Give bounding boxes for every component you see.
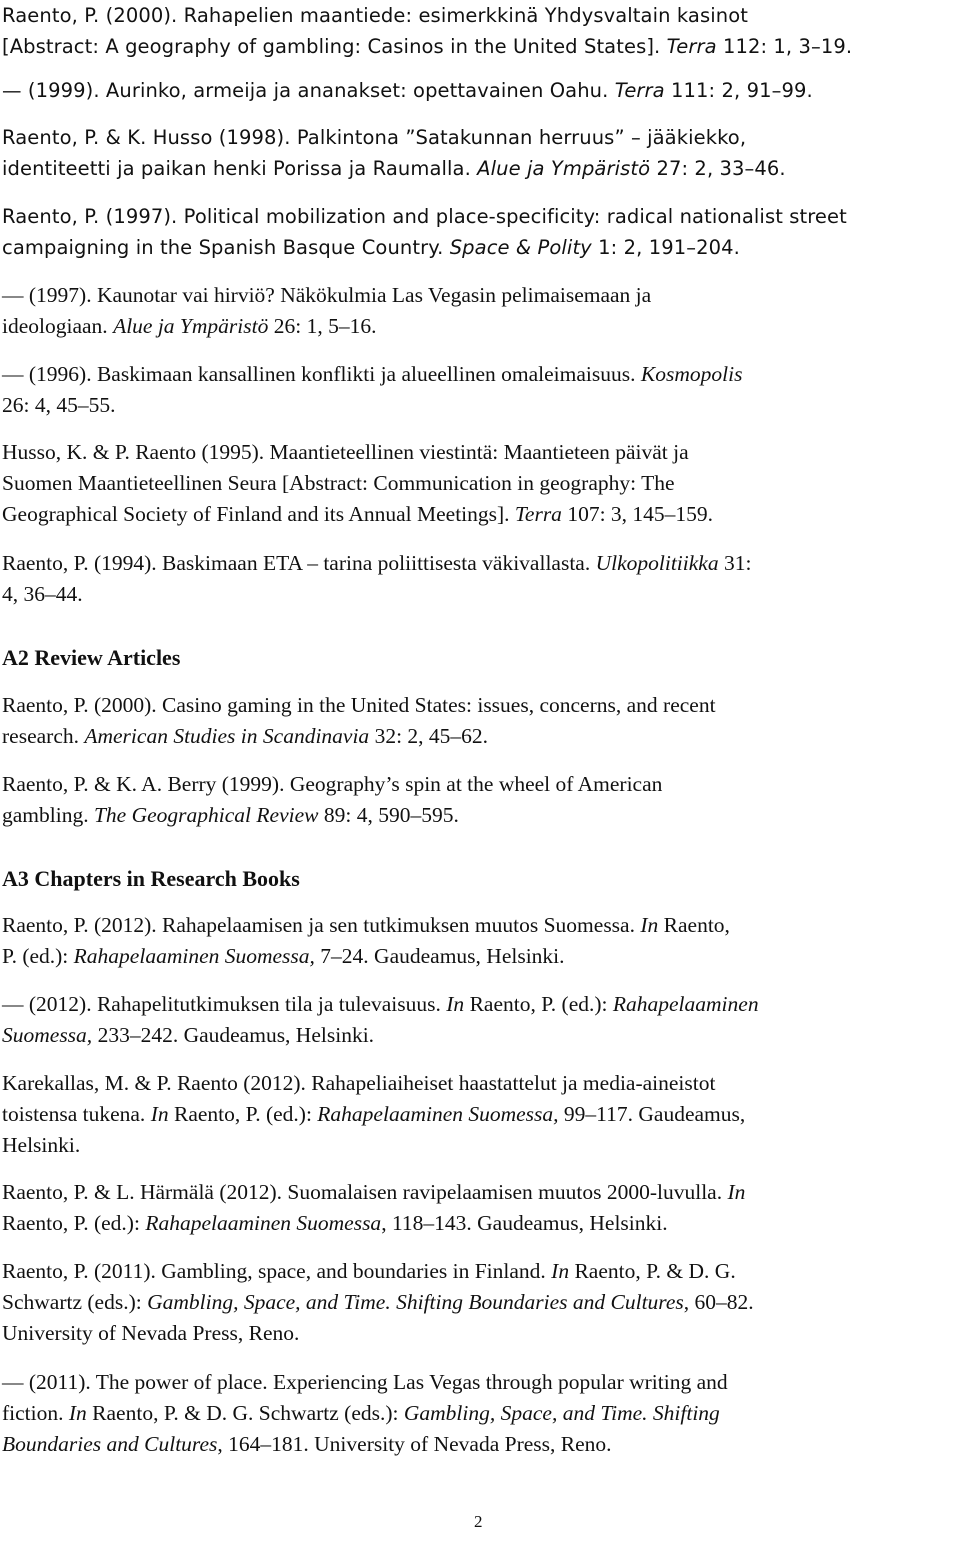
reference-text: 26: 4, 45–55.	[2, 393, 116, 417]
reference-line	[2, 122, 958, 153]
reference-text: — (2012). Rahapelitutkimuksen tila ja tulevaisuus.	[2, 992, 447, 1016]
italic-title: Rahapelaaminen Suomessa,	[317, 1102, 559, 1126]
reference-line	[2, 437, 958, 468]
reference-entry	[2, 437, 958, 530]
reference-text: , 60–82.	[683, 1290, 754, 1314]
reference-line	[2, 1208, 958, 1239]
reference-text: Raento, P. (1994). Baskimaan ETA – tarina poliittisesta väkivallasta.	[2, 551, 596, 575]
reference-text: Helsinki.	[2, 1133, 81, 1157]
reference-line	[2, 989, 958, 1020]
reference-text: 111: 2, 91–99.	[664, 79, 813, 102]
reference-line	[2, 1398, 958, 1429]
reference-text: Schwartz (eds.):	[2, 1290, 148, 1314]
reference-line	[2, 31, 958, 62]
reference-text: Raento, P. & L. Härmälä (2012). Suomalaisen ravipelaamisen muutos 2000-luvulla.	[2, 1180, 728, 1204]
reference-text: , 164–181. University of Nevada Press, Reno.	[217, 1432, 612, 1456]
reference-text: fiction.	[2, 1401, 69, 1425]
italic-title: Gambling, Space, and Time. Shifting Boundaries and Cultures	[147, 1290, 684, 1314]
italic-title: Rahapelaaminen	[612, 992, 759, 1016]
reference-text: campaigning in the Spanish Basque Country.	[2, 236, 450, 259]
reference-text: Raento, P. & K. Husso (1998). Palkintona ”Satakunnan herruus” – jääkiekko,	[2, 126, 747, 149]
reference-text: 89: 4, 590–595.	[318, 803, 459, 827]
reference-text: Raento, P. & K. A. Berry (1999). Geography’s spin at the wheel of American	[2, 772, 663, 796]
reference-text: Raento, P. (ed.):	[464, 992, 613, 1016]
reference-text: 26: 1, 5–16.	[268, 314, 377, 338]
reference-text: Karekallas, M. & P. Raento (2012). Rahapeliaiheiset haastattelut ja media-aineistot	[2, 1071, 716, 1095]
reference-entry	[2, 1068, 958, 1161]
reference-line	[2, 769, 958, 800]
italic-title: Rahapelaaminen Suomessa	[145, 1211, 382, 1235]
reference-text: 27: 2, 33–46.	[650, 157, 786, 180]
reference-text: Raento, P. (ed.):	[168, 1102, 318, 1126]
reference-line	[2, 153, 958, 184]
reference-line	[2, 0, 958, 31]
reference-line	[2, 232, 958, 263]
reference-text: Husso, K. & P. Raento (1995). Maantieteellinen viestintä: Maantieteen päivät ja	[2, 440, 689, 464]
reference-line	[2, 579, 958, 610]
reference-line	[2, 1068, 958, 1099]
reference-text: identiteetti ja paikan henki Porissa ja Raumalla.	[2, 157, 478, 180]
reference-entry	[2, 690, 958, 752]
italic-title: Terra	[514, 502, 562, 526]
italic-title: Suomessa,	[2, 1023, 93, 1047]
reference-line	[2, 1318, 958, 1349]
reference-line	[2, 1429, 958, 1460]
reference-text: research.	[2, 724, 85, 748]
reference-text: Raento, P. (2000). Rahapelien maantiede: esimerkkinä Yhdysvaltain kasinot	[2, 4, 748, 27]
reference-entry	[2, 75, 958, 106]
reference-entry	[2, 548, 958, 610]
reference-line	[2, 280, 958, 311]
reference-line	[2, 800, 958, 831]
reference-text: Raento, P. (2012). Rahapelaamisen ja sen tutkimuksen muutos Suomessa.	[2, 913, 641, 937]
reference-entry	[2, 0, 958, 62]
italic-title: The Geographical Review	[93, 803, 319, 827]
reference-text: 112: 1, 3–19.	[716, 35, 853, 58]
italic-title: In	[551, 1259, 570, 1283]
reference-text: P. (ed.):	[2, 944, 74, 968]
italic-title: Boundaries and Cultures	[2, 1432, 218, 1456]
section-heading-a2: A2 Review Articles	[2, 645, 181, 670]
italic-title: Alue ja Ympäristö	[477, 157, 651, 180]
italic-title: Gambling, Space, and Time. Shifting	[403, 1401, 720, 1425]
reference-text: 233–242. Gaudeamus, Helsinki.	[92, 1023, 375, 1047]
reference-text: Geographical Society of Finland and its Annual Meetings].	[2, 502, 515, 526]
reference-text: Raento, P. & D. G.	[569, 1259, 736, 1283]
reference-text: gambling.	[2, 803, 94, 827]
reference-text: 1: 2, 191–204.	[591, 236, 740, 259]
reference-entry	[2, 769, 958, 831]
reference-entry	[2, 989, 958, 1051]
reference-text: 4, 36–44.	[2, 582, 83, 606]
reference-text: Raento,	[658, 913, 730, 937]
reference-line	[2, 1256, 958, 1287]
italic-title: In	[150, 1102, 169, 1126]
reference-text: 107: 3, 145–159.	[561, 502, 714, 526]
reference-entry	[2, 122, 958, 184]
reference-text: 7–24. Gaudeamus, Helsinki.	[314, 944, 565, 968]
italic-title: Rahapelaaminen Suomessa,	[73, 944, 315, 968]
reference-line	[2, 311, 958, 342]
italic-title: Kosmopolis	[640, 362, 743, 386]
reference-text: — (2011). The power of place. Experiencing Las Vegas through popular writing and	[2, 1370, 728, 1394]
reference-line	[2, 75, 958, 106]
reference-line	[2, 1287, 958, 1318]
reference-text: Raento, P. (2000). Casino gaming in the United States: issues, concerns, and recent	[2, 693, 716, 717]
reference-text: — (1997). Kaunotar vai hirviö? Näkökulmia Las Vegasin pelimaisemaan ja	[2, 283, 652, 307]
italic-title: In	[727, 1180, 746, 1204]
reference-entry	[2, 1177, 958, 1239]
reference-entry	[2, 1256, 958, 1349]
reference-line	[2, 1020, 958, 1051]
reference-text: Raento, P. (1997). Political mobilization and place-specificity: radical nationalist street	[2, 205, 847, 228]
reference-line	[2, 1130, 958, 1161]
reference-text: — (1996). Baskimaan kansallinen konflikti ja alueellinen omaleimaisuus.	[2, 362, 641, 386]
reference-text: , 118–143. Gaudeamus, Helsinki.	[381, 1211, 668, 1235]
reference-entry	[2, 201, 958, 263]
reference-text: toistensa tukena.	[2, 1102, 151, 1126]
reference-line	[2, 359, 958, 390]
reference-text: Raento, P. (2011). Gambling, space, and boundaries in Finland.	[2, 1259, 552, 1283]
reference-text: Raento, P. (ed.):	[2, 1211, 146, 1235]
italic-title: In	[68, 1401, 87, 1425]
reference-entry	[2, 1367, 958, 1460]
italic-title: Space & Polity	[449, 236, 592, 259]
italic-title: Terra	[666, 35, 717, 58]
reference-text: 99–117. Gaudeamus,	[558, 1102, 746, 1126]
page-number: 2	[474, 1512, 483, 1531]
reference-text: University of Nevada Press, Reno.	[2, 1321, 300, 1345]
italic-title: In	[446, 992, 465, 1016]
reference-line	[2, 390, 958, 421]
italic-title: Terra	[614, 79, 665, 102]
italic-title: Ulkopolitiikka	[595, 551, 719, 575]
reference-line	[2, 468, 958, 499]
reference-line	[2, 1177, 958, 1208]
italic-title: In	[640, 913, 659, 937]
reference-entry	[2, 280, 958, 342]
reference-entry	[2, 359, 958, 421]
reference-line	[2, 1367, 958, 1398]
reference-line	[2, 499, 958, 530]
reference-text: Suomen Maantieteellinen Seura [Abstract: Communication in geography: The	[2, 471, 675, 495]
reference-line	[2, 690, 958, 721]
section-heading-a3: A3 Chapters in Research Books	[2, 866, 300, 891]
reference-line	[2, 941, 958, 972]
reference-text: — (1999). Aurinko, armeija ja ananakset: opettavainen Oahu.	[2, 79, 615, 102]
reference-text: 31:	[718, 551, 752, 575]
italic-title: American Studies in Scandinavia	[84, 724, 370, 748]
reference-line	[2, 1099, 958, 1130]
reference-text: ideologiaan.	[2, 314, 114, 338]
reference-entry	[2, 910, 958, 972]
reference-text: 32: 2, 45–62.	[369, 724, 489, 748]
reference-line	[2, 721, 958, 752]
reference-line	[2, 910, 958, 941]
reference-line	[2, 548, 958, 579]
reference-text: [Abstract: A geography of gambling: Casinos in the United States].	[2, 35, 667, 58]
reference-text: Raento, P. & D. G. Schwartz (eds.):	[86, 1401, 404, 1425]
italic-title: Alue ja Ympäristö	[113, 314, 269, 338]
reference-line	[2, 201, 958, 232]
